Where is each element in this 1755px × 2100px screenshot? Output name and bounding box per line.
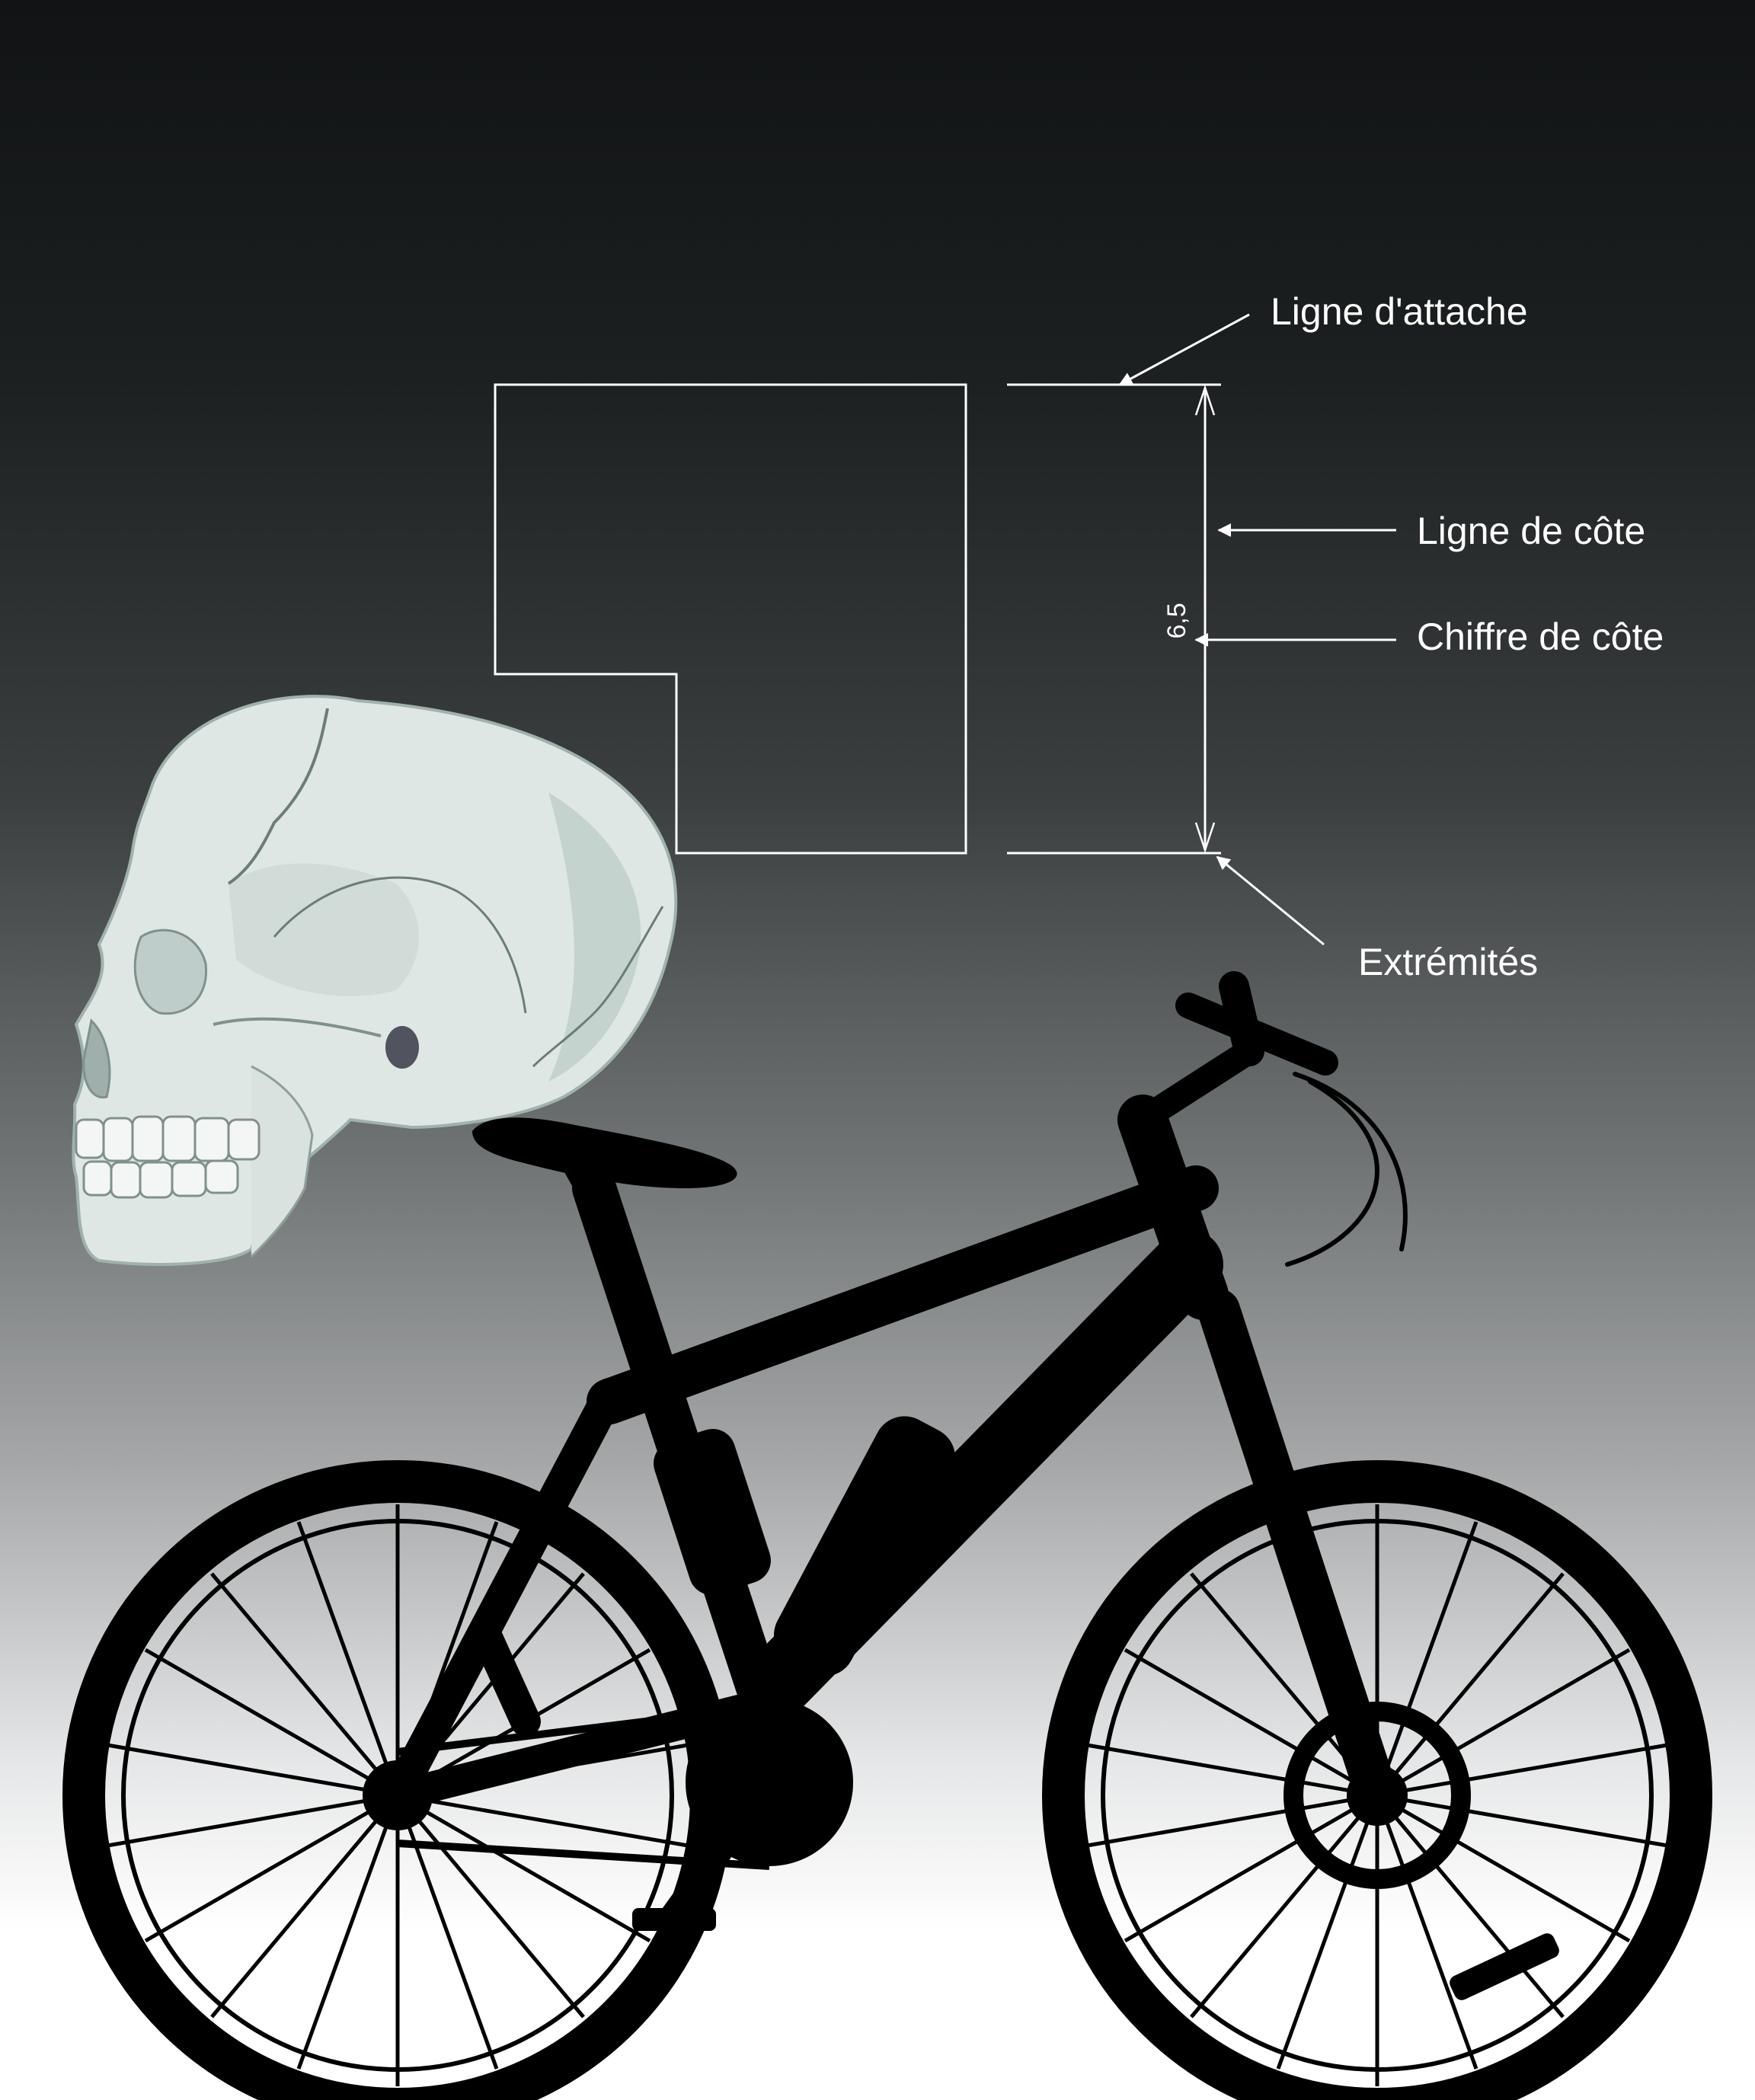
label-attach-line: Ligne d'attache (1271, 290, 1528, 333)
skull-teeth (76, 1117, 259, 1197)
label-dimension-line: Ligne de côte (1417, 510, 1646, 552)
leader-attach (1120, 315, 1249, 385)
callout-leaders (1120, 315, 1396, 945)
fork (1219, 1310, 1377, 1795)
frame-bag (647, 1423, 777, 1601)
skull-ear-hole (385, 1026, 419, 1069)
dimension-value: 6,5 (1162, 603, 1191, 639)
skull-eye-socket (135, 930, 206, 1013)
saddle (472, 1117, 737, 1188)
stem (1143, 1051, 1249, 1120)
label-dimension-figure: Chiffre de côte (1417, 615, 1664, 658)
label-extremities: Extrémités (1358, 941, 1539, 983)
handlebar (1188, 986, 1405, 1264)
leader-extremities (1217, 857, 1324, 945)
electric-bike-silhouette (84, 986, 1691, 2100)
reflector (1447, 1931, 1562, 2003)
pedal (632, 1908, 716, 1931)
